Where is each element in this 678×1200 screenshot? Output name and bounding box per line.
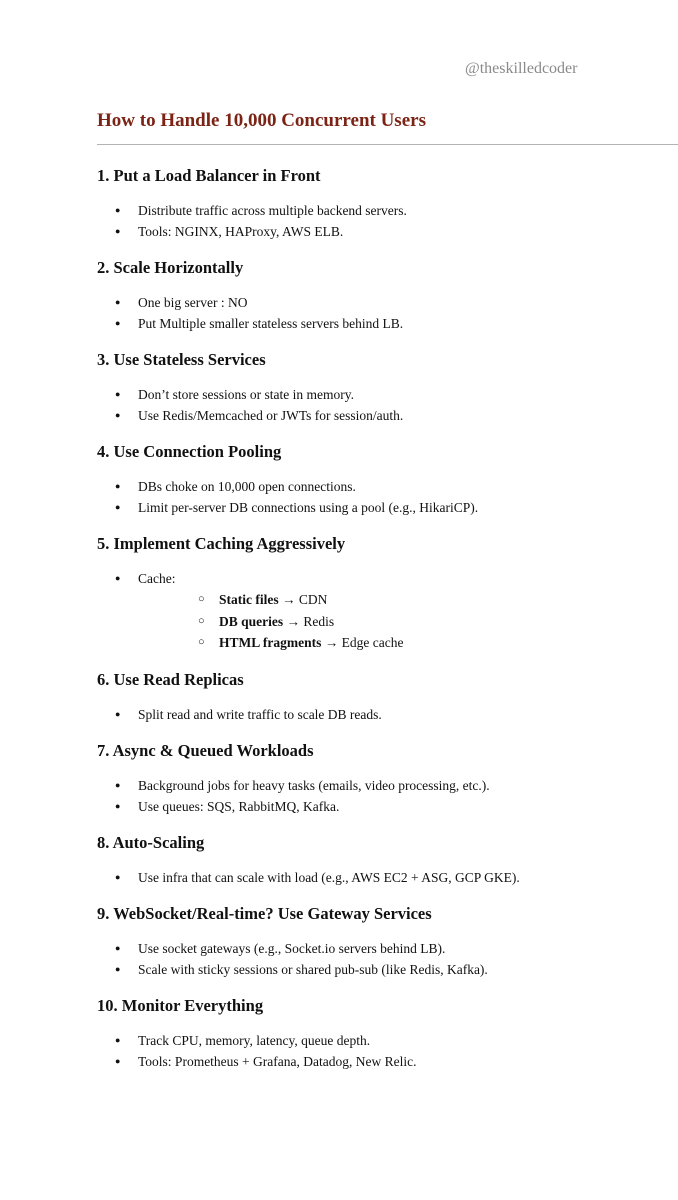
section-10 bbox=[97, 996, 672, 1072]
bullet-item bbox=[97, 292, 672, 313]
section-heading: 4. Use Connection Pooling bbox=[97, 442, 282, 461]
bullet-text: Don’t store sessions or state in memory. bbox=[138, 387, 354, 402]
section-heading: 2. Scale Horizontally bbox=[97, 258, 244, 277]
section-9 bbox=[97, 904, 672, 980]
bullet-list bbox=[97, 292, 672, 334]
sub-bullet-target: → CDN bbox=[278, 592, 328, 607]
bullet-item bbox=[97, 405, 672, 426]
bullet-item bbox=[97, 1051, 672, 1072]
sub-bullet-term: HTML fragments bbox=[219, 635, 322, 650]
bullet-item bbox=[97, 313, 672, 334]
section-5 bbox=[97, 534, 672, 654]
section-6 bbox=[97, 670, 672, 725]
sub-bullet-term: DB queries bbox=[219, 613, 284, 629]
section-heading: 5. Implement Caching Aggressively bbox=[97, 534, 346, 553]
bullet-text: One big server : NO bbox=[138, 295, 248, 310]
bullet-text: Use Redis/Memcached or JWTs for session/auth. bbox=[138, 408, 404, 423]
sub-bullet-item bbox=[138, 589, 672, 611]
bullet-list bbox=[97, 704, 672, 725]
bullet-text: Use infra that can scale with load (e.g., AWS EC2 + ASG, GCP GKE). bbox=[138, 869, 520, 885]
bullet-item bbox=[97, 384, 672, 405]
bullet-text: Use queues: SQS, RabbitMQ, Kafka. bbox=[138, 798, 340, 814]
bullet-text: Limit per-server DB connections using a pool (e.g., HikariCP). bbox=[138, 500, 479, 515]
bullet-item bbox=[97, 704, 672, 725]
section-heading: 3. Use Stateless Services bbox=[97, 350, 266, 369]
section-heading: 6. Use Read Replicas bbox=[97, 669, 244, 689]
section-2 bbox=[97, 258, 672, 334]
section-heading: 1. Put a Load Balancer in Front bbox=[97, 166, 321, 185]
bullet-text: Split read and write traffic to scale DB reads. bbox=[138, 706, 382, 722]
bullet-text: Put Multiple smaller stateless servers behind LB. bbox=[138, 316, 404, 331]
sub-bullet-term: Static files bbox=[219, 592, 279, 607]
sections-list bbox=[97, 166, 672, 1088]
sub-bullet-list bbox=[138, 589, 672, 654]
section-8 bbox=[97, 833, 672, 888]
bullet-list bbox=[97, 476, 672, 518]
section-heading: 7. Async & Queued Workloads bbox=[97, 740, 314, 760]
bullet-text: Distribute traffic across multiple backend servers. bbox=[138, 203, 407, 218]
section-3 bbox=[97, 350, 672, 426]
bullet-item bbox=[97, 568, 672, 654]
section-7 bbox=[97, 741, 672, 817]
sub-bullet-target: → Edge cache bbox=[321, 635, 404, 650]
bullet-text: Tools: Prometheus + Grafana, Datadog, New Relic. bbox=[138, 1053, 417, 1069]
bullet-list bbox=[97, 200, 672, 242]
section-heading: 9. WebSocket/Real-time? Use Gateway Services bbox=[97, 903, 432, 923]
bullet-list bbox=[97, 1030, 672, 1072]
author-handle: @theskilledcoder bbox=[465, 60, 578, 77]
bullet-list bbox=[97, 568, 672, 654]
bullet-item bbox=[97, 938, 672, 959]
bullet-item bbox=[97, 796, 672, 817]
bullet-item bbox=[97, 476, 672, 497]
bullet-item bbox=[97, 497, 672, 518]
section-1 bbox=[97, 166, 672, 242]
section-4 bbox=[97, 442, 672, 518]
bullet-list bbox=[97, 867, 672, 888]
bullet-item bbox=[97, 959, 672, 980]
bullet-item bbox=[97, 775, 672, 796]
bullet-text: DBs choke on 10,000 open connections. bbox=[138, 479, 356, 494]
bullet-item bbox=[97, 221, 672, 242]
bullet-text: Scale with sticky sessions or shared pub-sub (like Redis, Kafka). bbox=[138, 961, 488, 977]
bullet-text: Background jobs for heavy tasks (emails, video processing, etc.). bbox=[138, 777, 490, 793]
bullet-list bbox=[97, 775, 672, 817]
document-title: How to Handle 10,000 Concurrent Users bbox=[97, 110, 426, 131]
bullet-text: Use socket gateways (e.g., Socket.io servers behind LB). bbox=[138, 940, 446, 956]
bullet-text: Cache: bbox=[138, 571, 176, 586]
sub-bullet-target: → Redis bbox=[283, 613, 335, 629]
bullet-text: Track CPU, memory, latency, queue depth. bbox=[138, 1032, 371, 1048]
section-heading: 10. Monitor Everything bbox=[97, 995, 264, 1015]
sub-bullet-item bbox=[138, 632, 672, 654]
bullet-item bbox=[97, 867, 672, 888]
sub-bullet-item bbox=[138, 611, 672, 633]
bullet-list bbox=[97, 938, 672, 980]
bullet-list bbox=[97, 384, 672, 426]
bullet-text: Tools: NGINX, HAProxy, AWS ELB. bbox=[138, 224, 344, 239]
section-heading: 8. Auto-Scaling bbox=[97, 832, 205, 852]
title-divider bbox=[97, 144, 678, 145]
bullet-item bbox=[97, 200, 672, 221]
bullet-item bbox=[97, 1030, 672, 1051]
